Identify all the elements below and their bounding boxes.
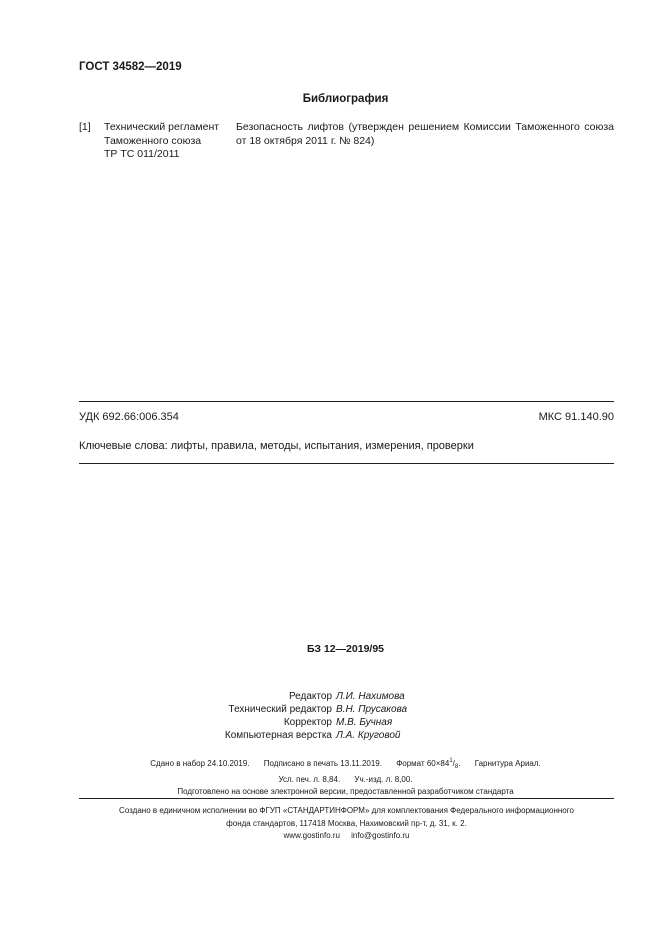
- imprint-pub-sheets: Уч.-изд. л. 8,00.: [354, 774, 413, 784]
- credit-role: Корректор: [283, 717, 332, 728]
- mks-code: МКС 91.140.90: [538, 411, 614, 423]
- format-prefix: Формат 60×84: [396, 759, 450, 768]
- imprint-line: [30, 774, 661, 787]
- credit-name: Л.И. Нахимова: [336, 691, 405, 702]
- imprint-print-sheets: Усл. печ. л. 8,84.: [278, 774, 341, 784]
- divider: [79, 463, 614, 464]
- bz-number: БЗ 12—2019/95: [306, 643, 385, 655]
- bibliography-entry-text: Безопасность лифтов (утвержден решением Комиссии Таможенного союза от 18 октября 2011 г. № 824): [236, 121, 614, 147]
- publisher-footer: [79, 805, 614, 843]
- footer-contacts: [79, 830, 614, 843]
- bibliography-entry-source: [104, 121, 229, 162]
- credit-role: Редактор: [288, 691, 332, 702]
- udk-code: УДК 692.66:006.354: [79, 411, 179, 423]
- bibliography-entry-number: [1]: [79, 121, 91, 133]
- imprint-typeface: Гарнитура Ариал.: [474, 759, 541, 768]
- imprint-line: [30, 755, 661, 774]
- email-link[interactable]: info@gostinfo.ru: [351, 831, 410, 840]
- imprint-block: [0, 755, 661, 799]
- credit-name: В.Н. Прусакова: [336, 704, 408, 715]
- format-numerator: 1: [449, 758, 453, 764]
- credit-row: [0, 703, 661, 716]
- keywords: Ключевые слова: лифты, правила, методы, испытания, измерения, проверки: [79, 440, 474, 452]
- document-header: ГОСТ 34582—2019: [79, 61, 182, 73]
- website-link[interactable]: www.gostinfo.ru: [283, 831, 340, 840]
- credit-name: М.В. Бучная: [336, 717, 393, 728]
- credit-role: Технический редактор: [228, 704, 332, 715]
- imprint-signed: Подписано в печать 13.11.2019.: [263, 759, 382, 768]
- credit-row: [0, 690, 661, 703]
- credit-name: Л.А. Круговой: [336, 730, 401, 741]
- format-denominator: 8: [454, 764, 459, 770]
- divider: [79, 798, 614, 799]
- footer-line: Создано в единичном исполнении во ФГУП «СТАНДАРТИНФОРМ» для комплектования Федерального информационного: [119, 806, 574, 815]
- imprint-prepared: Подготовлено на основе электронной версии, предоставленной разработчиком стандарта: [177, 787, 514, 796]
- source-line: ТР ТС 011/2011: [104, 148, 180, 160]
- imprint-submitted: Сдано в набор 24.10.2019.: [150, 759, 250, 768]
- source-line: Технический регламент: [104, 121, 220, 133]
- bibliography-title: Библиография: [302, 93, 389, 105]
- footer-line: фонда стандартов, 117418 Москва, Нахимовский пр-т, д. 31, к. 2.: [226, 818, 467, 828]
- credit-row: [0, 729, 661, 742]
- divider: [79, 401, 614, 402]
- imprint-format: Формат $60\times 84^1/_8$.: [396, 758, 461, 770]
- credit-row: [0, 716, 661, 729]
- credits-block: [0, 690, 661, 742]
- credit-role: Компьютерная верстка: [224, 730, 332, 741]
- source-line: Таможенного союза: [104, 134, 202, 147]
